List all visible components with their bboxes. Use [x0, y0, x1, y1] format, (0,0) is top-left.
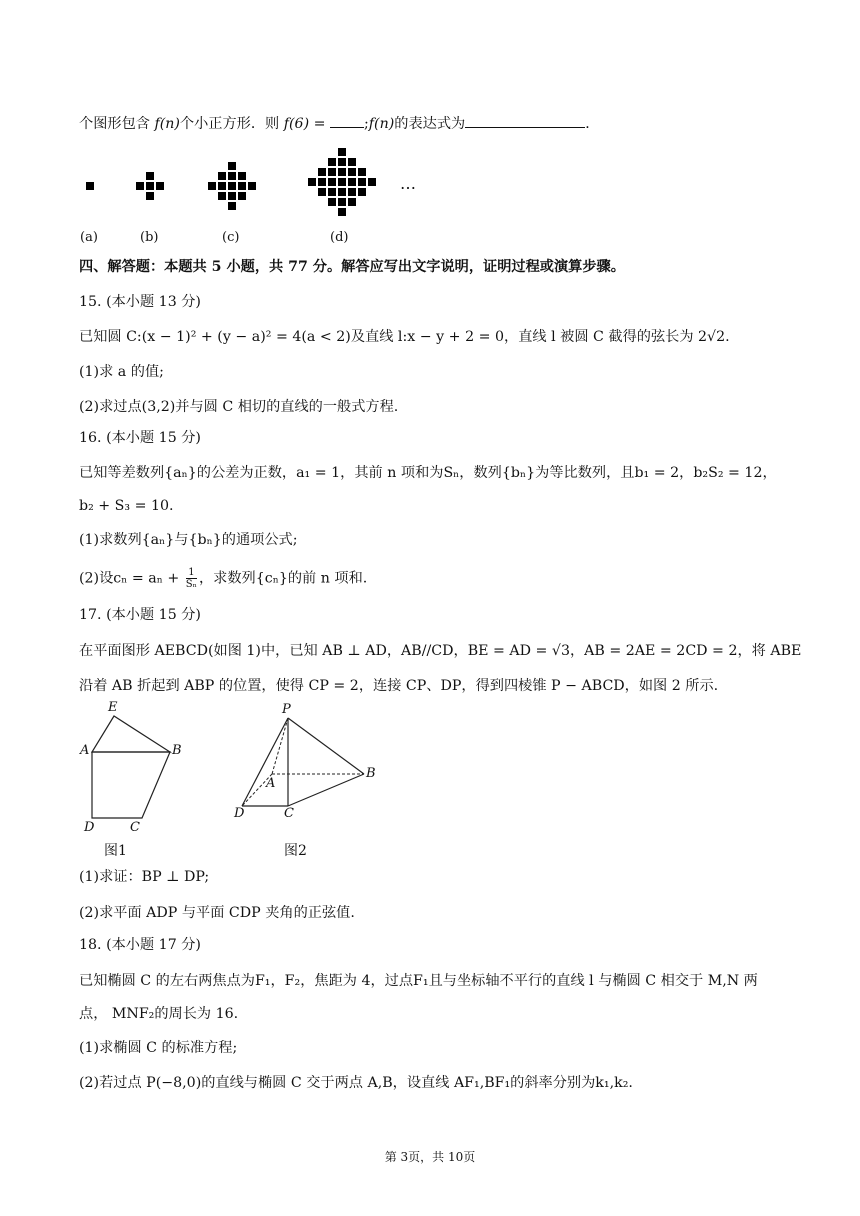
fig2-label-c: C: [284, 806, 294, 821]
fig1-label-a: A: [80, 743, 90, 758]
fraction-numerator: 1: [186, 567, 197, 579]
pattern-square: [146, 182, 154, 190]
pattern-square: [228, 182, 236, 190]
pattern-square: [156, 182, 164, 190]
q16-stem-line-1: 已知等差数列{aₙ}的公差为正数，a₁ = 1，其前 n 项和为Sₙ，数列{bₙ}为等比数列，且b₁ = 2，b₂S₂ = 12，: [79, 465, 777, 481]
pattern-square: [328, 198, 336, 206]
pattern-square: [86, 182, 94, 190]
pattern-square: [208, 182, 216, 190]
q14-fn-1: f(n): [154, 116, 180, 132]
fig2-label-b: B: [366, 766, 376, 781]
q18-part-2: (2)若过点 P(−8,0)的直线与椭圆 C 交于两点 A,B，设直线 AF₁,BF₁的斜率分别为k₁,k₂.: [79, 1075, 633, 1091]
pattern-square: [338, 208, 346, 216]
pattern-square: [338, 198, 346, 206]
q17-part-1: (1)求证：BP ⊥ DP;: [79, 869, 210, 885]
pattern-square: [218, 172, 226, 180]
fig1-label-b: B: [172, 743, 182, 758]
answer-blank-1: [330, 113, 364, 128]
q15-part-2: (2)求过点(3,2)并与圆 C 相切的直线的一般式方程.: [79, 399, 399, 415]
q14-text-3: ;: [364, 116, 369, 132]
pattern-square: [146, 192, 154, 200]
q15-title: 15. (本小题 13 分): [79, 294, 201, 310]
pattern-label-c: (c): [222, 230, 240, 245]
q14-text-1: 个图形包含: [79, 116, 155, 132]
figure-2-pyramid: [228, 700, 388, 865]
q15-part-1: (1)求 a 的值;: [79, 364, 164, 380]
q16-title: 16. (本小题 15 分): [79, 430, 201, 446]
figure-1-svg: [78, 700, 198, 865]
pattern-square: [248, 182, 256, 190]
pattern-square: [318, 178, 326, 186]
q16-part-2-prefix: (2)设cₙ = aₙ +: [79, 570, 184, 587]
q14-tail-line: [79, 113, 599, 134]
q17-stem-line-1: 在平面图形 AEBCD(如图 1)中，已知 AB ⊥ AD，AB//CD，BE = AD = √3，AB = 2AE = 2CD = 2，将 ABE: [79, 643, 802, 659]
q16-stem-line-2: b₂ + S₃ = 10.: [79, 498, 174, 514]
pattern-square: [338, 178, 346, 186]
pattern-square: [328, 178, 336, 186]
q18-stem-line-1: 已知椭圆 C 的左右两焦点为F₁，F₂，焦距为 4，过点F₁且与坐标轴不平行的直线 l 与椭圆 C 相交于 M,N 两: [79, 973, 758, 989]
pattern-ellipsis: …: [400, 174, 416, 193]
fraction-denominator: Sₙ: [185, 579, 197, 590]
fig2-label-d: D: [234, 806, 245, 821]
q18-part-1: (1)求椭圆 C 的标准方程;: [79, 1040, 238, 1056]
pattern-square: [228, 202, 236, 210]
pattern-square: [238, 172, 246, 180]
pattern-square: [218, 182, 226, 190]
pattern-square: [136, 182, 144, 190]
pattern-label-a: (a): [80, 230, 98, 245]
q17-title: 17. (本小题 15 分): [79, 607, 201, 623]
pattern-square: [318, 188, 326, 196]
fig1-caption: 图1: [104, 843, 127, 859]
fraction: [186, 567, 197, 590]
q18-stem-line-2: 点， MNF₂的周长为 16.: [79, 1006, 239, 1022]
fig2-label-p: P: [282, 702, 291, 717]
pattern-square: [358, 178, 366, 186]
pattern-square: [228, 192, 236, 200]
pattern-label-d: (d): [330, 230, 349, 245]
figure-2-svg: [228, 700, 388, 865]
pattern-square: [308, 178, 316, 186]
pattern-square: [348, 158, 356, 166]
q14-text-5: ．: [585, 116, 600, 132]
pattern-square: [228, 172, 236, 180]
q16-part-1: (1)求数列{aₙ}与{bₙ}的通项公式;: [79, 532, 298, 548]
pattern-square: [338, 188, 346, 196]
pattern-square: [358, 188, 366, 196]
pattern-square: [218, 192, 226, 200]
pattern-square: [348, 178, 356, 186]
q15-stem: 已知圆 C:(x − 1)² + (y − a)² = 4(a < 2)及直线 l:x − y + 2 = 0，直线 l 被圆 C 截得的弦长为 2√2.: [79, 329, 730, 345]
q14-text-2: 个小正方形．则: [179, 116, 284, 132]
pattern-square: [338, 158, 346, 166]
q18-title: 18. (本小题 17 分): [79, 937, 201, 953]
pattern-square: [238, 182, 246, 190]
fig1-label-d: D: [84, 820, 95, 835]
pattern-square: [328, 158, 336, 166]
fig2-caption: 图2: [284, 843, 307, 859]
dot-pattern-figure: [80, 138, 440, 248]
pattern-square: [328, 188, 336, 196]
q14-fn-2: f(n): [368, 116, 395, 132]
pattern-square: [228, 162, 236, 170]
pattern-square: [338, 148, 346, 156]
pattern-square: [318, 168, 326, 176]
pattern-square: [146, 172, 154, 180]
answer-blank-2: [465, 113, 585, 128]
pattern-square: [348, 188, 356, 196]
q16-part-2-suffix: ，求数列{cₙ}的前 n 项和.: [198, 570, 368, 587]
page-footer: 第 3页，共 10页: [384, 1150, 476, 1164]
figure-1-plane-shape: [78, 700, 198, 865]
pattern-square: [358, 168, 366, 176]
fig1-label-e: E: [108, 700, 118, 715]
pattern-square: [348, 198, 356, 206]
pattern-square: [368, 178, 376, 186]
pattern-square: [338, 168, 346, 176]
pattern-label-b: (b): [140, 230, 159, 245]
pattern-square: [348, 168, 356, 176]
q16-part-2: [79, 567, 367, 590]
q14-text-4: 的表达式为: [394, 116, 466, 132]
pattern-square: [328, 168, 336, 176]
q17-stem-line-2: 沿着 AB 折起到 ABP 的位置，使得 CP = 2，连接 CP、DP，得到四棱锥 P − ABCD，如图 2 所示.: [79, 678, 719, 694]
pattern-square: [238, 192, 246, 200]
section-4-heading: 四、解答题：本题共 5 小题，共 77 分。解答应写出文字说明，证明过程或演算步骤。: [79, 259, 625, 275]
q14-f6: f(6) =: [283, 116, 331, 132]
fig1-label-c: C: [130, 820, 140, 835]
q17-part-2: (2)求平面 ADP 与平面 CDP 夹角的正弦值.: [79, 905, 355, 921]
fig2-label-a: A: [266, 776, 276, 791]
